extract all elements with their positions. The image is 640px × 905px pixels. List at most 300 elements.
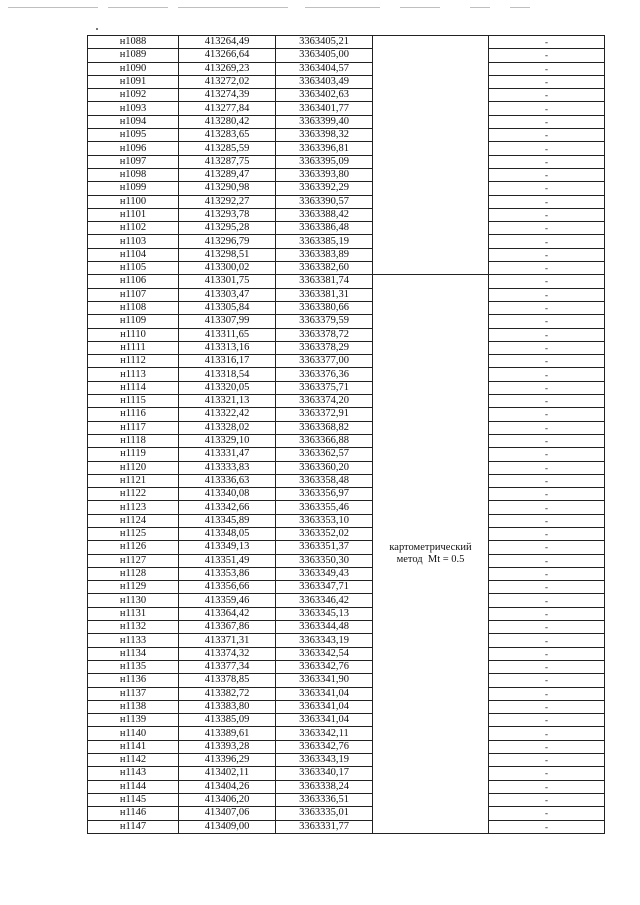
- coord-y: 3363360,20: [276, 461, 373, 474]
- coord-x: 413303,47: [179, 288, 276, 301]
- coord-x: 413295,28: [179, 222, 276, 235]
- coord-y: 3363392,29: [276, 182, 373, 195]
- table-row: [88, 567, 605, 580]
- dash-value: -: [489, 75, 605, 88]
- table-row: [88, 714, 605, 727]
- point-id: н1093: [88, 102, 179, 115]
- coord-x: 413374,32: [179, 647, 276, 660]
- dash-value: -: [489, 554, 605, 567]
- table-row: [88, 527, 605, 540]
- dash-value: -: [489, 740, 605, 753]
- table-row: [88, 275, 605, 288]
- scan-artifact-line: [108, 7, 168, 8]
- coord-x: 413289,47: [179, 168, 276, 181]
- table-row: [88, 700, 605, 713]
- coord-x: 413349,13: [179, 541, 276, 554]
- coord-x: 413345,89: [179, 514, 276, 527]
- dash-value: -: [489, 581, 605, 594]
- table-row: [88, 621, 605, 634]
- coord-x: 413274,39: [179, 89, 276, 102]
- point-id: н1109: [88, 315, 179, 328]
- coord-x: 413364,42: [179, 607, 276, 620]
- point-id: н1143: [88, 767, 179, 780]
- dash-value: -: [489, 89, 605, 102]
- coord-y: 3363401,77: [276, 102, 373, 115]
- point-id: н1139: [88, 714, 179, 727]
- coord-y: 3363341,04: [276, 700, 373, 713]
- scan-artifact-line: [400, 7, 440, 8]
- coord-x: 413336,63: [179, 474, 276, 487]
- point-id: н1098: [88, 168, 179, 181]
- table-row: [88, 687, 605, 700]
- coord-x: 413353,86: [179, 567, 276, 580]
- dash-value: -: [489, 501, 605, 514]
- coord-x: 413301,75: [179, 275, 276, 288]
- point-id: н1114: [88, 381, 179, 394]
- dash-value: -: [489, 222, 605, 235]
- coord-y: 3363335,01: [276, 807, 373, 820]
- coord-x: 413322,42: [179, 408, 276, 421]
- point-id: н1097: [88, 155, 179, 168]
- point-id: н1132: [88, 621, 179, 634]
- point-id: н1105: [88, 262, 179, 275]
- coord-y: 3363345,13: [276, 607, 373, 620]
- point-id: н1102: [88, 222, 179, 235]
- point-id: н1125: [88, 527, 179, 540]
- coord-x: 413342,66: [179, 501, 276, 514]
- dash-value: -: [489, 567, 605, 580]
- table-row: [88, 182, 605, 195]
- dash-value: -: [489, 395, 605, 408]
- table-row: [88, 793, 605, 806]
- table-row: [88, 155, 605, 168]
- coord-y: 3363343,19: [276, 754, 373, 767]
- coord-x: 413333,83: [179, 461, 276, 474]
- dash-value: -: [489, 793, 605, 806]
- point-id: н1120: [88, 461, 179, 474]
- table-row: [88, 594, 605, 607]
- coord-x: 413393,28: [179, 740, 276, 753]
- coord-y: 3363382,60: [276, 262, 373, 275]
- table-row: [88, 727, 605, 740]
- table-row: [88, 328, 605, 341]
- point-id: н1091: [88, 75, 179, 88]
- table-row: [88, 355, 605, 368]
- point-id: н1137: [88, 687, 179, 700]
- dash-value: -: [489, 541, 605, 554]
- coord-y: 3363351,37: [276, 541, 373, 554]
- dash-value: -: [489, 195, 605, 208]
- table-row: [88, 208, 605, 221]
- table-row: [88, 262, 605, 275]
- point-id: н1128: [88, 567, 179, 580]
- coord-y: 3363341,04: [276, 687, 373, 700]
- coord-x: 413378,85: [179, 674, 276, 687]
- dash-value: -: [489, 102, 605, 115]
- method-line-1: картометрический: [389, 542, 472, 554]
- dash-value: -: [489, 36, 605, 49]
- table-row: [88, 75, 605, 88]
- table-row: [88, 381, 605, 394]
- coord-y: 3363403,49: [276, 75, 373, 88]
- dash-value: -: [489, 142, 605, 155]
- table-row: [88, 288, 605, 301]
- table-row: [88, 607, 605, 620]
- coord-x: 413351,49: [179, 554, 276, 567]
- dash-value: -: [489, 780, 605, 793]
- coord-y: 3363374,20: [276, 395, 373, 408]
- table-row: [88, 102, 605, 115]
- coordinates-table-body: [88, 36, 605, 834]
- coord-y: 3363404,57: [276, 62, 373, 75]
- coord-x: 413348,05: [179, 527, 276, 540]
- dash-value: -: [489, 275, 605, 288]
- method-cell-empty: [373, 36, 489, 275]
- coord-x: 413318,54: [179, 368, 276, 381]
- coord-x: 413316,17: [179, 355, 276, 368]
- dash-value: -: [489, 62, 605, 75]
- table-row: [88, 461, 605, 474]
- point-id: н1115: [88, 395, 179, 408]
- point-id: н1133: [88, 634, 179, 647]
- coord-x: 413402,11: [179, 767, 276, 780]
- point-id: н1138: [88, 700, 179, 713]
- table-row: [88, 248, 605, 261]
- dash-value: -: [489, 634, 605, 647]
- table-row: [88, 488, 605, 501]
- coord-x: 413285,59: [179, 142, 276, 155]
- coord-y: 3363396,81: [276, 142, 373, 155]
- scan-artifact-line: [8, 7, 98, 8]
- table-row: [88, 767, 605, 780]
- point-id: н1135: [88, 660, 179, 673]
- dash-value: -: [489, 208, 605, 221]
- coord-x: 413389,61: [179, 727, 276, 740]
- dash-value: -: [489, 527, 605, 540]
- coord-x: 413382,72: [179, 687, 276, 700]
- coord-x: 413331,47: [179, 448, 276, 461]
- point-id: н1145: [88, 793, 179, 806]
- coord-y: 3363344,48: [276, 621, 373, 634]
- point-id: н1110: [88, 328, 179, 341]
- coord-y: 3363338,24: [276, 780, 373, 793]
- dash-value: -: [489, 248, 605, 261]
- point-id: н1100: [88, 195, 179, 208]
- table-row: [88, 421, 605, 434]
- coord-x: 413280,42: [179, 115, 276, 128]
- dash-value: -: [489, 727, 605, 740]
- coord-x: 413269,23: [179, 62, 276, 75]
- dash-value: -: [489, 301, 605, 314]
- dash-value: -: [489, 182, 605, 195]
- point-id: н1104: [88, 248, 179, 261]
- dash-value: -: [489, 514, 605, 527]
- point-id: н1089: [88, 49, 179, 62]
- coord-y: 3363346,42: [276, 594, 373, 607]
- coord-y: 3363381,31: [276, 288, 373, 301]
- table-row: [88, 408, 605, 421]
- dash-value: -: [489, 674, 605, 687]
- dash-value: -: [489, 288, 605, 301]
- dash-value: -: [489, 328, 605, 341]
- coord-x: 413407,06: [179, 807, 276, 820]
- point-id: н1101: [88, 208, 179, 221]
- coord-y: 3363399,40: [276, 115, 373, 128]
- coord-x: 413321,13: [179, 395, 276, 408]
- dash-value: -: [489, 155, 605, 168]
- coord-y: 3363347,71: [276, 581, 373, 594]
- scan-artifact-line: [305, 7, 380, 8]
- coord-x: 413292,27: [179, 195, 276, 208]
- coord-y: 3363350,30: [276, 554, 373, 567]
- point-id: н1107: [88, 288, 179, 301]
- scan-speck: [96, 28, 98, 30]
- coord-x: 413277,84: [179, 102, 276, 115]
- coord-y: 3363340,17: [276, 767, 373, 780]
- coord-x: 413298,51: [179, 248, 276, 261]
- scan-artifact-line: [178, 7, 288, 8]
- coord-y: 3363390,57: [276, 195, 373, 208]
- point-id: н1092: [88, 89, 179, 102]
- dash-value: -: [489, 262, 605, 275]
- point-id: н1141: [88, 740, 179, 753]
- dash-value: -: [489, 355, 605, 368]
- coord-x: 413356,66: [179, 581, 276, 594]
- point-id: н1106: [88, 275, 179, 288]
- point-id: н1088: [88, 36, 179, 49]
- table-row: [88, 514, 605, 527]
- coord-x: 413404,26: [179, 780, 276, 793]
- coord-x: 413320,05: [179, 381, 276, 394]
- table-row: [88, 222, 605, 235]
- table-row: [88, 501, 605, 514]
- table-row: [88, 115, 605, 128]
- dash-value: -: [489, 621, 605, 634]
- coord-y: 3363341,90: [276, 674, 373, 687]
- table-row: [88, 740, 605, 753]
- coord-y: 3363405,21: [276, 36, 373, 49]
- point-id: н1146: [88, 807, 179, 820]
- dash-value: -: [489, 315, 605, 328]
- point-id: н1113: [88, 368, 179, 381]
- table-row: [88, 395, 605, 408]
- coord-y: 3363398,32: [276, 129, 373, 142]
- dash-value: -: [489, 168, 605, 181]
- dash-value: -: [489, 381, 605, 394]
- coord-x: 413359,46: [179, 594, 276, 607]
- scan-artifact-line: [470, 7, 490, 8]
- point-id: н1136: [88, 674, 179, 687]
- table-row: [88, 89, 605, 102]
- dash-value: -: [489, 421, 605, 434]
- scan-artifact-line: [510, 7, 530, 8]
- coord-y: 3363356,97: [276, 488, 373, 501]
- coord-x: 413283,65: [179, 129, 276, 142]
- coord-x: 413409,00: [179, 820, 276, 833]
- coord-x: 413287,75: [179, 155, 276, 168]
- dash-value: -: [489, 488, 605, 501]
- table-row: [88, 541, 605, 554]
- table-row: [88, 581, 605, 594]
- point-id: н1140: [88, 727, 179, 740]
- coord-y: 3363331,77: [276, 820, 373, 833]
- coord-y: 3363380,66: [276, 301, 373, 314]
- coord-y: 3363353,10: [276, 514, 373, 527]
- point-id: н1122: [88, 488, 179, 501]
- coord-y: 3363378,29: [276, 341, 373, 354]
- coord-x: 413305,84: [179, 301, 276, 314]
- dash-value: -: [489, 115, 605, 128]
- table-row: [88, 780, 605, 793]
- coord-y: 3363388,42: [276, 208, 373, 221]
- coord-x: 413340,08: [179, 488, 276, 501]
- coord-x: 413406,20: [179, 793, 276, 806]
- point-id: н1123: [88, 501, 179, 514]
- coord-y: 3363352,02: [276, 527, 373, 540]
- table-row: [88, 820, 605, 833]
- point-id: н1118: [88, 434, 179, 447]
- point-id: н1142: [88, 754, 179, 767]
- dash-value: -: [489, 647, 605, 660]
- table-row: [88, 660, 605, 673]
- point-id: н1095: [88, 129, 179, 142]
- point-id: н1127: [88, 554, 179, 567]
- coord-y: 3363395,09: [276, 155, 373, 168]
- point-id: н1126: [88, 541, 179, 554]
- point-id: н1108: [88, 301, 179, 314]
- point-id: н1121: [88, 474, 179, 487]
- dash-value: -: [489, 235, 605, 248]
- dash-value: -: [489, 660, 605, 673]
- coord-y: 3363375,71: [276, 381, 373, 394]
- coord-x: 413296,79: [179, 235, 276, 248]
- table-row: [88, 341, 605, 354]
- coord-y: 3363381,74: [276, 275, 373, 288]
- method-cell: [373, 275, 489, 833]
- table-row: [88, 554, 605, 567]
- coord-y: 3363342,54: [276, 647, 373, 660]
- coord-x: 413264,49: [179, 36, 276, 49]
- table-row: [88, 474, 605, 487]
- dash-value: -: [489, 341, 605, 354]
- coord-y: 3363378,72: [276, 328, 373, 341]
- coord-y: 3363385,19: [276, 235, 373, 248]
- point-id: н1116: [88, 408, 179, 421]
- table-row: [88, 36, 605, 49]
- coord-y: 3363342,76: [276, 660, 373, 673]
- coord-x: 413385,09: [179, 714, 276, 727]
- point-id: н1134: [88, 647, 179, 660]
- table-row: [88, 168, 605, 181]
- coord-y: 3363349,43: [276, 567, 373, 580]
- table-row: [88, 647, 605, 660]
- dash-value: -: [489, 754, 605, 767]
- dash-value: -: [489, 49, 605, 62]
- table-row: [88, 49, 605, 62]
- coord-y: 3363355,46: [276, 501, 373, 514]
- dash-value: -: [489, 807, 605, 820]
- coord-y: 3363376,36: [276, 368, 373, 381]
- table-row: [88, 674, 605, 687]
- coord-x: 413383,80: [179, 700, 276, 713]
- coord-y: 3363372,91: [276, 408, 373, 421]
- method-line-2: метод Mt = 0.5: [396, 554, 465, 566]
- coord-x: 413313,16: [179, 341, 276, 354]
- coord-y: 3363368,82: [276, 421, 373, 434]
- dash-value: -: [489, 594, 605, 607]
- dash-value: -: [489, 461, 605, 474]
- dash-value: -: [489, 700, 605, 713]
- coord-y: 3363405,00: [276, 49, 373, 62]
- point-id: н1124: [88, 514, 179, 527]
- coord-y: 3363336,51: [276, 793, 373, 806]
- point-id: н1099: [88, 182, 179, 195]
- dash-value: -: [489, 448, 605, 461]
- table-row: [88, 634, 605, 647]
- table-row: [88, 195, 605, 208]
- coord-x: 413377,34: [179, 660, 276, 673]
- table-row: [88, 315, 605, 328]
- table-row: [88, 129, 605, 142]
- dash-value: -: [489, 687, 605, 700]
- point-id: н1129: [88, 581, 179, 594]
- coord-y: 3363342,76: [276, 740, 373, 753]
- point-id: н1131: [88, 607, 179, 620]
- table-row: [88, 62, 605, 75]
- coord-y: 3363366,88: [276, 434, 373, 447]
- table-row: [88, 434, 605, 447]
- dash-value: -: [489, 767, 605, 780]
- coord-y: 3363383,89: [276, 248, 373, 261]
- coord-x: 413307,99: [179, 315, 276, 328]
- dash-value: -: [489, 714, 605, 727]
- table-row: [88, 807, 605, 820]
- coordinates-table: [87, 35, 605, 834]
- coord-y: 3363341,04: [276, 714, 373, 727]
- coord-y: 3363386,48: [276, 222, 373, 235]
- coord-y: 3363358,48: [276, 474, 373, 487]
- dash-value: -: [489, 607, 605, 620]
- dash-value: -: [489, 129, 605, 142]
- coord-y: 3363343,19: [276, 634, 373, 647]
- dash-value: -: [489, 368, 605, 381]
- coord-y: 3363379,59: [276, 315, 373, 328]
- coord-x: 413396,29: [179, 754, 276, 767]
- coord-x: 413293,78: [179, 208, 276, 221]
- point-id: н1119: [88, 448, 179, 461]
- coord-x: 413290,98: [179, 182, 276, 195]
- dash-value: -: [489, 408, 605, 421]
- table-row: [88, 368, 605, 381]
- coord-y: 3363393,80: [276, 168, 373, 181]
- table-row: [88, 142, 605, 155]
- coord-x: 413266,64: [179, 49, 276, 62]
- table-row: [88, 301, 605, 314]
- coord-x: 413300,02: [179, 262, 276, 275]
- table-row: [88, 448, 605, 461]
- coord-y: 3363362,57: [276, 448, 373, 461]
- point-id: н1112: [88, 355, 179, 368]
- point-id: н1130: [88, 594, 179, 607]
- coord-x: 413328,02: [179, 421, 276, 434]
- point-id: н1103: [88, 235, 179, 248]
- point-id: н1117: [88, 421, 179, 434]
- point-id: н1144: [88, 780, 179, 793]
- dash-value: -: [489, 474, 605, 487]
- point-id: н1090: [88, 62, 179, 75]
- coord-x: 413311,65: [179, 328, 276, 341]
- point-id: н1096: [88, 142, 179, 155]
